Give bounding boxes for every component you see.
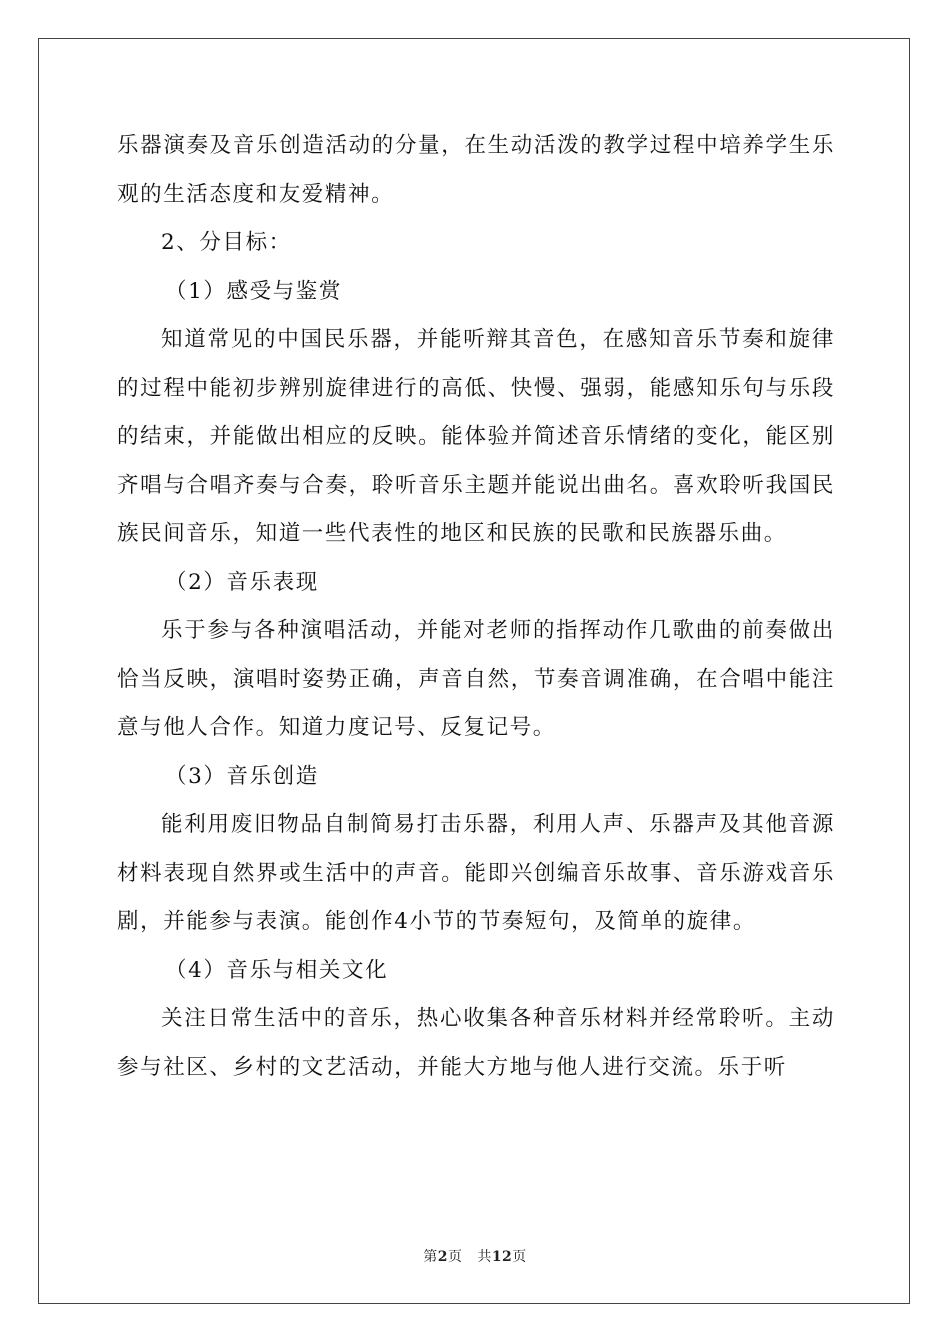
total-prefix: 共 [477,1249,492,1265]
heading-perception-appreciation: （1）感受与鉴赏 [165,278,342,304]
heading-music-creation: （3）音乐创造 [165,763,319,789]
paragraph-intro-continued: 乐器演奏及音乐创造活动的分量，在生动活泼的教学过程中培养学生乐观的生活态度和友爱精神。 [117,133,835,207]
page-suffix: 页 [447,1249,463,1265]
page-prefix: 第 [423,1249,438,1265]
heading-music-culture: （4）音乐与相关文化 [165,957,389,983]
total-pages: 12 [491,1249,513,1265]
paragraph-perception-appreciation: 知道常见的中国民乐器，并能听辩其音色，在感知音乐节奏和旋律的过程中能初步辨别旋律进行的高低、快慢、强弱，能感知乐句与乐段的结束，并能做出相应的反映。能体验并简述音乐情绪的变化，能区别齐唱与合唱齐奏与合奏，聆听音乐主题并能说出曲名。喜欢聆听我国民族民间音乐，知道一些代表性的地区和民族的民歌和民族器乐曲。 [117,327,835,546]
total-suffix: 页 [512,1249,527,1265]
heading-sub-goals: 2、分目标： [161,230,292,255]
page-number: 2 [437,1249,448,1265]
paragraph-music-creation: 能利用废旧物品自制简易打击乐器，利用人声、乐器声及其他音源材料表现自然界或生活中的声音。能即兴创编音乐故事、音乐游戏音乐剧，并能参与表演。能创作4小节的节奏短句，及简单的旋律。 [117,812,835,934]
paragraph-music-performance: 乐于参与各种演唱活动，并能对老师的指挥动作几歌曲的前奏做出恰当反映，演唱时姿势正确，声音自然，节奏音调准确，在合唱中能注意与他人合作。知道力度记号、反复记号。 [117,618,835,740]
page-footer [0,1246,950,1266]
paragraph-music-culture: 关注日常生活中的音乐，热心收集各种音乐材料并经常聆听。主动参与社区、乡村的文艺活动，并能大方地与他人进行交流。乐于听 [117,1006,835,1080]
heading-music-performance: （2）音乐表现 [165,569,319,595]
document-body [117,122,835,1092]
